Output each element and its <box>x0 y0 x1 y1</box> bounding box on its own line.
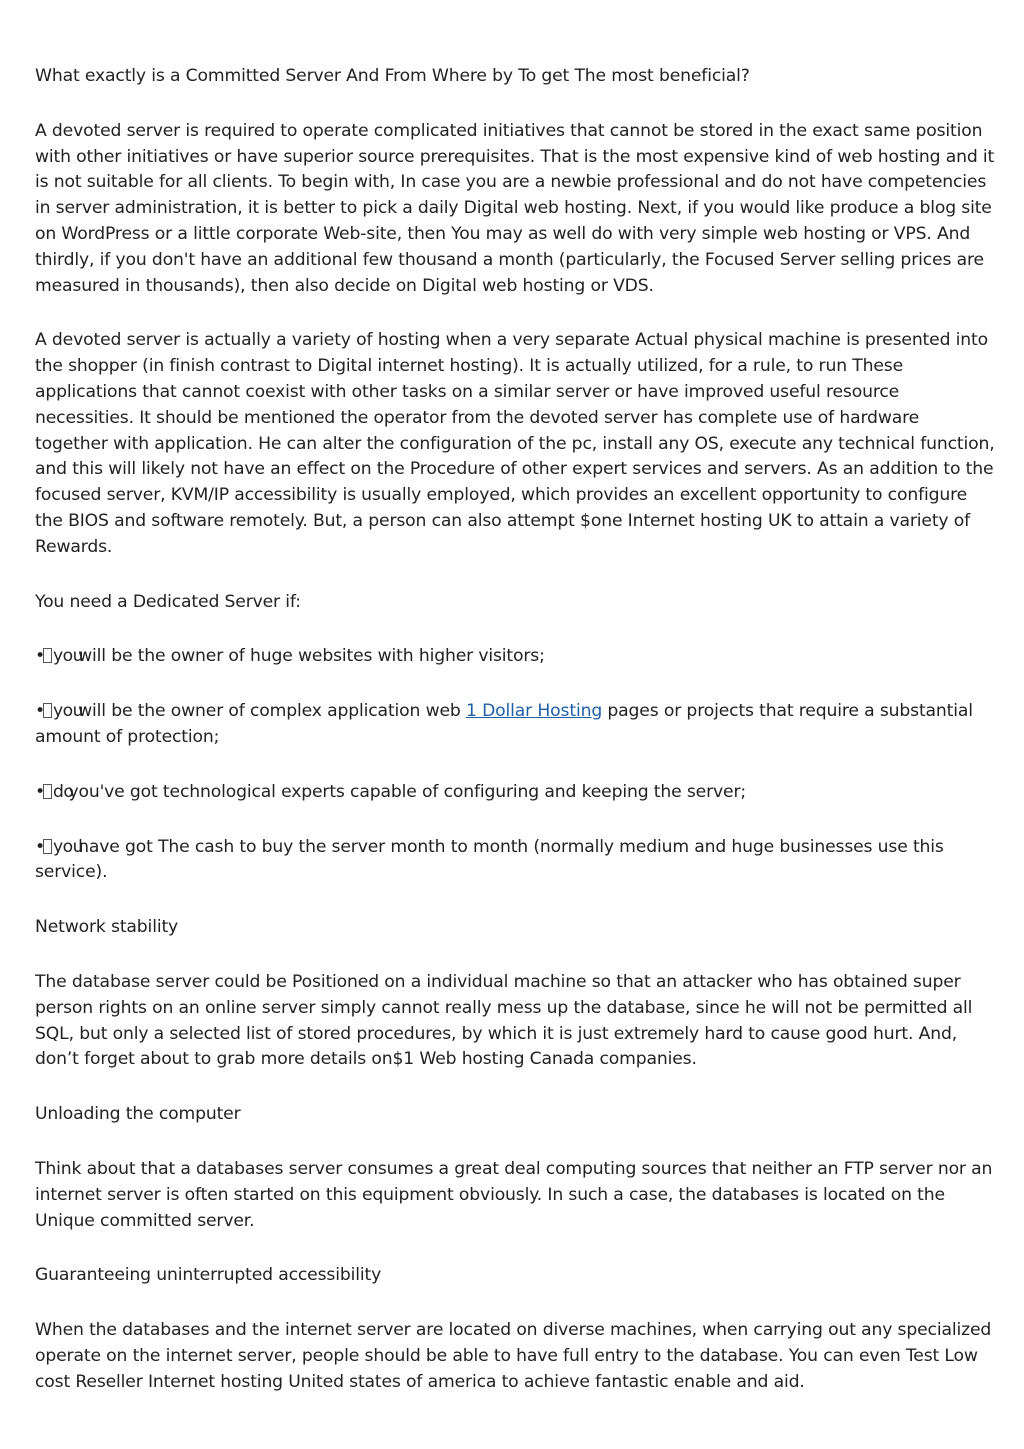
list-item-text: will be the owner of complex application web <box>78 701 466 722</box>
list-item-text: pages or projects that require a substantial amount of protection; <box>35 701 973 747</box>
bullet-icon: • <box>35 701 45 722</box>
list-item-lead: you <box>53 836 84 857</box>
list-item-lead: you <box>53 701 84 722</box>
missing-glyph-icon <box>43 648 52 663</box>
missing-glyph-icon <box>43 784 52 799</box>
list-item-lead: do <box>53 781 74 802</box>
bullet-icon: • <box>35 781 45 802</box>
paragraph-unloading: Think about that a databases server consumes a great deal computing sources that neither an FTP server nor an internet server is often started on this equipment obviously. In such a case, the databases is located on the Unique committed server. <box>35 1158 993 1231</box>
list-item-text: will be the owner of huge websites with higher visitors; <box>78 646 545 667</box>
missing-glyph-icon <box>43 839 52 854</box>
heading-unloading: Unloading the computer <box>35 1104 241 1125</box>
list-item-text: you've got technological experts capable of configuring and keeping the server; <box>68 781 747 802</box>
paragraph-intro: A devoted server is required to operate complicated initiatives that cannot be stored in the exact same position with other initiatives or have superior source prerequisites. That is the most expensive kind of web hosting and it is not suitable for all clients. To begin with, In case you are a newbie professional and do not have competencies in server administration, it is better to pick a daily Digital web hosting. Next, if you would like produce a blog site on WordPress or a little corporate Web-site, then You may as well do with very simple web hosting or VPS. And thirdly, if you don't have an additional few thousand a month (particularly, the Focused Server selling prices are measured in thousands), then also decide on Digital web hosting or VDS. <box>35 120 995 296</box>
document-title: What exactly is a Committed Server And From Where by To get The most beneficial? <box>35 66 750 86</box>
list-item <box>35 835 995 887</box>
bullet-icon: • <box>35 646 45 667</box>
heading-network-stability: Network stability <box>35 917 179 938</box>
bullet-icon: • <box>35 836 45 857</box>
paragraph-definition: A devoted server is actually a variety of hosting when a very separate Actual physical machine is presented into the shopper (in finish contrast to Digital internet hosting). It is actually utilized, for a rule, to run These applications that cannot coexist with other tasks on a similar server or have improved useful resource necessities. It should be mentioned the operator from the devoted server has complete use of hardware together with application. He can alter the configuration of the pc, install any OS, execute any technical function, and this will likely not have an effect on the Procedure of other expert services and servers. As an addition to the focused server, KVM/IP accessibility is usually employed, which provides an excellent opportunity to configure the BIOS and software remotely. But, a person can also attempt $one Internet hosting UK to attain a variety of Rewards. <box>35 330 995 557</box>
paragraph-network-stability: The database server could be Positioned on a individual machine so that an attacker who has obtained super person rights on an online server simply cannot really mess up the database, since he will not be permitted all SQL, but only a selected list of stored procedures, by which it is just extremely hard to cause good hurt. And, don’t forget about to grab more details on$1 Web hosting Canada companies. <box>35 971 973 1070</box>
list-item-text: have got The cash to buy the server month to month (normally medium and huge businesses use this service). <box>35 836 944 883</box>
list-item-lead: you <box>53 646 84 667</box>
list-item <box>35 699 995 751</box>
document-page <box>35 64 995 1424</box>
paragraph-accessibility: When the databases and the internet server are located on diverse machines, when carrying out any specialized operate on the internet server, people should be able to have full entry to the database. You can even Test Low cost Reseller Internet hosting United states of america to achieve fantastic enable and aid. <box>35 1320 992 1392</box>
list-item <box>35 780 995 806</box>
missing-glyph-icon <box>43 703 52 718</box>
heading-accessibility: Guaranteeing uninterrupted accessibility <box>35 1265 382 1286</box>
list-item <box>35 644 995 670</box>
one-dollar-hosting-link[interactable]: 1 Dollar Hosting <box>466 701 603 722</box>
paragraph-need-list-intro: You need a Dedicated Server if: <box>35 591 301 612</box>
